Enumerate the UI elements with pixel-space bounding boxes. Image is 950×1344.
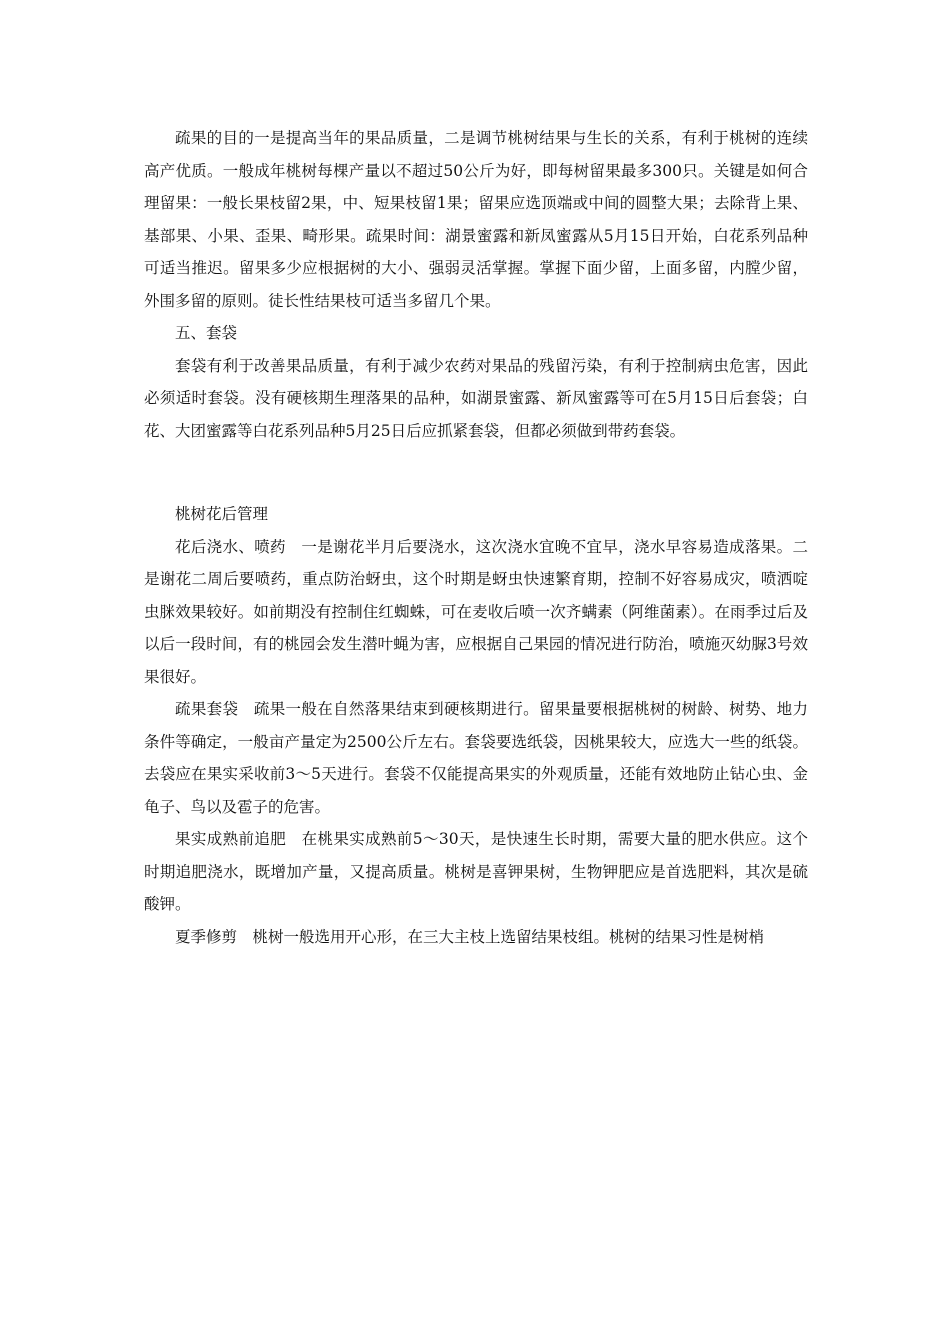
- paragraph-fertilizing: [144, 823, 808, 921]
- paragraph-bagging: 套袋有利于改善果品质量，有利于减少农药对果品的残留污染，有利于控制病虫危害，因此必须适时套袋。没有硬核期生理落果的品种，如湖景蜜露、新凤蜜露等可在5月15日后套袋；白花、大团蜜露等白花系列品种5月25日后应抓紧套袋，但都必须做到带药套袋。: [144, 356, 808, 440]
- paragraph-thinning-bagging: [144, 693, 808, 823]
- document-page: [144, 122, 808, 953]
- term-summer-pruning: 夏季修剪: [175, 927, 238, 946]
- text-summer-pruning: 桃树一般选用开心形，在三大主枝上选留结果枝组。桃树的结果习性是树梢: [252, 927, 765, 946]
- paragraph-summer-pruning: [144, 921, 808, 954]
- heading-bagging: 五、套袋: [175, 324, 238, 342]
- term-thinning-bagging: 疏果套袋: [175, 700, 239, 718]
- text-fertilizing: 在桃果实成熟前5～30天，是快速生长时期，需要大量的肥水供应。这个时期追肥浇水，既增加产量，又提高质量。桃树是喜钾果树，生物钾肥应是首选肥料，其次是硫酸钾。: [144, 830, 808, 913]
- paragraph-thinning-purpose: 疏果的目的一是提高当年的果品质量，二是调节桃树结果与生长的关系，有利于桃树的连续高产优质。一般成年桃树每棵产量以不超过50公斤为好，即每树留果最多300只。关键是如何合理留果：一般长果枝留2果，中、短果枝留1果；留果应选顶端或中间的圆整大果；去除背上果、基部果、小果、歪果、畸形果。疏果时间：湖景蜜露和新凤蜜露从5月15日开始，白花系列品种可适当推迟。留果多少应根据树的大小、强弱灵活掌握。掌握下面少留，上面多留，内膛少留，外围多留的原则。徒长性结果枝可适当多留几个果。: [144, 129, 808, 310]
- section-gap: [144, 447, 808, 498]
- term-watering-spraying: 花后浇水、喷药: [175, 537, 286, 556]
- text-watering-spraying: 一是谢花半月后要浇水，这次浇水宜晚不宜早，浇水早容易造成落果。二是谢花二周后要喷药，重点防治蚜虫，这个时期是蚜虫快速繁育期，控制不好容易成灾，喷洒啶虫脒效果较好。如前期没有控制住红蜘蛛，可在麦收后喷一次齐螨素（阿维菌素）。在雨季过后及以后一段时间，有的桃园会发生潜叶蝇为害，应根据自己果园的情况进行防治，喷施灭幼脲3号效果很好。: [144, 537, 808, 686]
- heading-after-flowering: 桃树花后管理: [175, 505, 269, 523]
- paragraph-watering-spraying: [144, 531, 808, 694]
- term-fertilizing: 果实成熟前追肥: [175, 830, 287, 848]
- text-thinning-bagging: 疏果一般在自然落果结束到硬核期进行。留果量要根据桃树的树龄、树势、地力条件等确定，一般亩产量定为2500公斤左右。套袋要选纸袋，因桃果较大，应选大一些的纸袋。去袋应在果实采收前3～5天进行。套袋不仅能提高果实的外观质量，还能有效地防止钻心虫、金龟子、鸟以及雹子的危害。: [144, 700, 808, 816]
